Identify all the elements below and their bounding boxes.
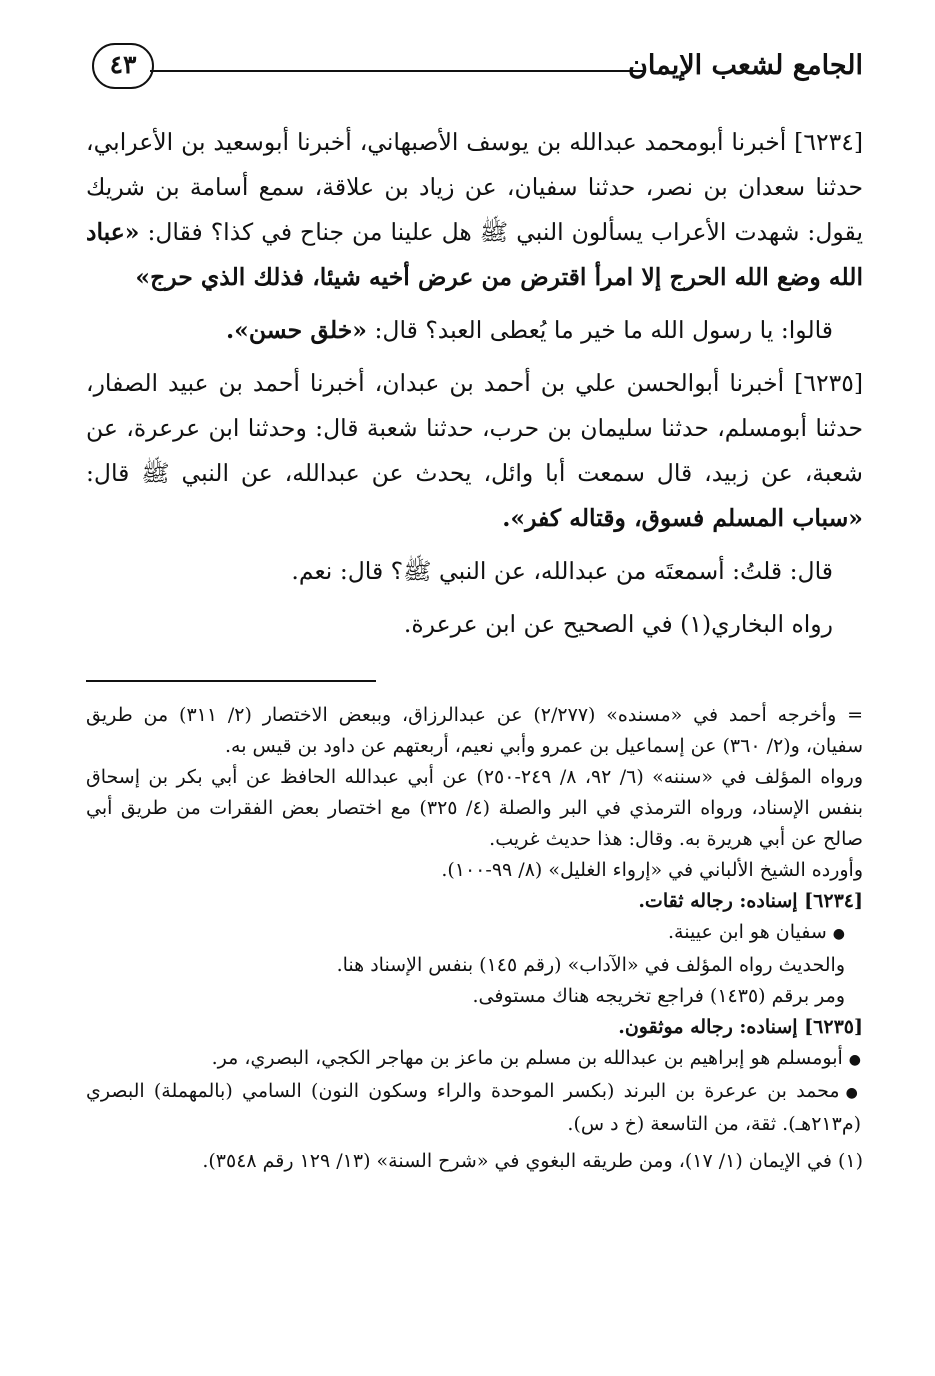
- running-title: الجامع لشعب الإيمان: [628, 50, 863, 81]
- page-number: ٤٣: [92, 43, 154, 89]
- hadith-6235: [86, 361, 863, 541]
- bullet-icon: ●: [848, 1052, 861, 1068]
- hadith-6234-continuation: [86, 308, 863, 353]
- footnote-separator: [86, 680, 376, 682]
- hadith-6234-quote: «عباد الله وضع الله الحرج إلا امرأ اقترض من عرض أخيه شيئا، فذلك الذي حرج»: [86, 218, 863, 291]
- bullet-icon: ●: [845, 1085, 861, 1101]
- note-bullet: [86, 917, 863, 950]
- note-line: ورواه المؤلف في «سننه» (٦/ ٩٢، ٨/ ٢٤٩-٢٥٠) عن أبي عبدالله الحافظ عن أبي بكر بن إسحاق بنفس الإسناد، ورواه الترمذي في البر والصلة (٤/ ٣٢٥) مع اختصار بعض الفقرات من طريق أبي صالح عن أبي هريرة به. وقال: هذا حديث غريب.: [86, 766, 863, 850]
- note-bullet-text: سفيان هو ابن عيينة.: [668, 921, 827, 943]
- hadith-6234: [86, 120, 863, 300]
- header-rule: [150, 70, 645, 72]
- note-bullet-text: أبومسلم هو إبراهيم بن عبدالله بن مسلم بن ماعز بن مهاجر الكجي، البصري، مر.: [211, 1047, 843, 1069]
- note-bullet: [86, 1043, 863, 1076]
- note-line: وأورده الشيخ الألباني في «إرواء الغليل» (٨/ ٩٩-١٠٠).: [441, 859, 863, 881]
- hadith-6235-source: رواه البخاري(١) في الصحيح عن ابن عرعرة.: [403, 610, 833, 638]
- note-bullet: [86, 1076, 863, 1140]
- hadith-6235-quote: «سباب المسلم فسوق، وقتاله كفر».: [502, 504, 863, 532]
- note-line: = وأخرجه أحمد في «مسنده» (٢/٢٧٧) عن عبدالرزاق، وببعض الاختصار (٢/ ٣١١) من طريق سفيان، و(٢/ ٣٦٠) عن إسماعيل بن عمرو وأبي نعيم، أربعتهم عن داود بن قيس به.: [86, 704, 863, 757]
- hadith-6234-text: [٦٢٣٤] أخبرنا أبومحمد عبدالله بن يوسف الأصبهاني، أخبرنا أبوسعيد بن الأعرابي، حدثنا سعدان بن نصر، حدثنا سفيان، عن زياد بن علاقة، سمع أسامة بن شريك يقول: شهدت الأعراب يسألون النبي ﷺ هل علينا من جناح في كذا؟ فقال:: [86, 128, 863, 246]
- footnotes: [86, 700, 863, 1177]
- hadith-6235-question: قال: قلتُ: أسمعتَه من عبدالله، عن النبي ﷺ؟ قال: نعم.: [291, 557, 833, 585]
- note-line: ومر برقم (١٤٣٥) فراجع تخريجه هناك مستوفى.: [472, 985, 845, 1007]
- note-bullet-text: محمد بن عرعرة بن البرند (بكسر الموحدة والراء وسكون النون) السامي (بالمهملة) البصري (م٢١٣هـ). ثقة، من التاسعة (خ د س).: [86, 1080, 861, 1135]
- hadith-6234-cont-quote: «خلق حسن».: [225, 316, 367, 344]
- hadith-6234-cont-text: قالوا: يا رسول الله ما خير ما يُعطى العبد؟ قال:: [374, 316, 833, 344]
- note-line: والحديث رواه المؤلف في «الآداب» (رقم ١٤٥) بنفس الإسناد هنا.: [336, 954, 845, 976]
- note-heading-6235: [٦٢٣٥] إسناده: رجاله موثقون.: [618, 1016, 863, 1038]
- note-heading-6234: [٦٢٣٤] إسناده: رجاله ثقات.: [638, 890, 863, 912]
- main-text: [86, 120, 863, 655]
- hadith-6235-text: [٦٢٣٥] أخبرنا أبوالحسن علي بن أحمد بن عبدان، أخبرنا أحمد بن عبيد الصفار، حدثنا أبومسلم، حدثنا سليمان بن حرب، حدثنا شعبة قال: وحدثنا ابن عرعرة، عن شعبة، عن زبيد، قال سمعت أبا وائل، يحدث عن عبدالله، عن النبي ﷺ قال:: [86, 369, 863, 487]
- bullet-icon: ●: [832, 926, 845, 942]
- footnote-1: (١) في الإيمان (١/ ١٧)، ومن طريقه البغوي في «شرح السنة» (١٣/ ١٢٩ رقم ٣٥٤٨).: [202, 1150, 863, 1172]
